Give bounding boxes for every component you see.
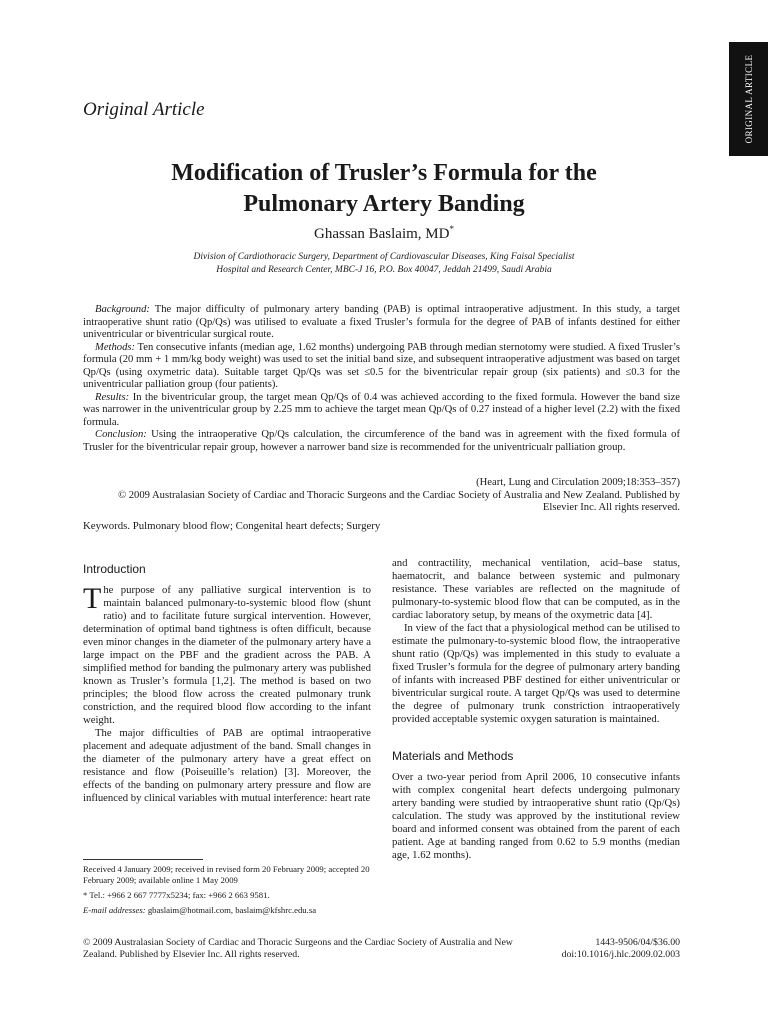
paragraph: The major difficulties of PAB are optimal intraoperative placement and adequate adjustment of the band. Small changes in the diameter of the pulmonary artery have a great effect on resistance and flow (Poiseuille’s relation) [3]. Moreover, the effects of the banding on pulmonary artery pressure and flow are influenced by clinical variables with mutual interference: heart rate xyxy=(83,727,371,804)
title-line: Modification of Trusler’s Formula for the xyxy=(171,160,597,186)
paragraph-text: he purpose of any palliative surgical intervention is to maintain balanced pulmonary-to-systemic blood flow (shunt ratio) and to facilitate future surgical intervention. However, determination of optimal band tightness is often difficult, because even minor changes in the diameter of the pulmonary artery have a large impact on the PBF and the gradient across the PAB. A simplified method for banding the pulmonary artery was published known as Trusler’s formula [1,2]. The method is based on two principles; the blood flow across the created pulmonary trunk constriction, and the required blood flow according to the infant weight. xyxy=(83,584,371,726)
footnotes xyxy=(83,864,373,920)
abstract-label: Results: xyxy=(95,391,130,403)
footer-identifiers xyxy=(520,937,680,961)
abstract-background xyxy=(83,304,680,342)
abstract-label: Conclusion: xyxy=(95,429,147,440)
affiliation xyxy=(0,251,768,277)
doi-link[interactable]: doi:10.1016/j.hlc.2009.02.003 xyxy=(561,949,680,960)
footnote-divider xyxy=(83,859,203,860)
affiliation-line: Division of Cardiothoracic Surgery, Department of Cardiovascular Diseases, King Faisal Specialist xyxy=(193,252,575,262)
keywords: Keywords. Pulmonary blood flow; Congenital heart defects; Surgery xyxy=(83,520,381,532)
citation-block xyxy=(83,477,680,515)
paragraph: In view of the fact that a physiological method can be utilised to estimate the pulmonary-to-systemic blood flow, the intraoperative shunt ratio (Qp/Qs) was implemented in this study to evaluate a fixed Trusler’s formula for the degree of pulmonary artery banding of infants with increased PBF destined for either univentricular or biventricular surgical route. A target Qp/Qs was used to determine the degree of pulmonary trunk constriction intraoperatively provided acceptable systemic oxygen saturation is maintained. xyxy=(392,622,680,725)
paragraph: and contractility, mechanical ventilation, acid–base status, haematocrit, and balance between systemic and pulmonary resistance. These variables are reflected on the magnitude of pulmonary-to-systemic blood flow that can be computed, as in the cardiac laboratory setup, by means of the oxymetric data [4]. xyxy=(392,557,680,621)
abstract-results xyxy=(83,392,680,430)
left-column xyxy=(83,559,371,805)
author xyxy=(0,224,768,243)
section-tab-label: ORIGINAL ARTICLE xyxy=(743,54,754,144)
copyright-notice: © 2009 Australasian Society of Cardiac and Thoracic Surgeons and the Cardiac Society of Australia and New Zealand. Published by Elsevier Inc. All rights reserved. xyxy=(118,489,680,513)
drop-cap: T xyxy=(83,582,102,615)
abstract xyxy=(83,304,680,454)
abstract-methods xyxy=(83,342,680,392)
footer-copyright: © 2009 Australasian Society of Cardiac and Thoracic Surgeons and the Cardiac Society of Australia and New Zealand. Published by Elsevier Inc. All rights reserved. xyxy=(83,937,513,960)
article-type: Original Article xyxy=(83,99,205,120)
abstract-label: Methods: xyxy=(95,341,136,353)
abstract-text: In the biventricular group, the target mean Qp/Qs of 0.4 was achieved according to the fixed formula. However the band size was narrower in the univentricular group by 2.25 mm to achieve the target mean Qp/Qs of 0.27 instead of a higher level (2.2) with the fixed formula. xyxy=(83,391,681,428)
title-line: Pulmonary Artery Banding xyxy=(243,191,525,217)
journal-citation: (Heart, Lung and Circulation 2009;18:353–357) xyxy=(476,477,680,488)
section-tab xyxy=(729,42,768,156)
contact-phone: * Tel.: +966 2 667 7777x5234; fax: +966 2 663 9581. xyxy=(83,890,270,900)
section-heading-introduction: Introduction xyxy=(83,562,146,576)
section-heading-methods: Materials and Methods xyxy=(392,749,514,763)
abstract-label: Background: xyxy=(95,304,150,315)
affiliation-line: Hospital and Research Center, MBC-J 16, P.O. Box 40047, Jeddah 21499, Saudi Arabia xyxy=(216,265,552,275)
paragraph xyxy=(83,584,371,727)
author-footnote-mark: * xyxy=(449,224,454,234)
issn: 1443-9506/04/$36.00 xyxy=(595,937,680,948)
abstract-text: Using the intraoperative Qp/Qs calculation, the circumference of the band was in agreement with the fixed formula of Trusler for the biventricular repair group, however a narrower band size is recommended for the univentricualr palliation group. xyxy=(83,429,680,453)
email-label: E-mail addresses: xyxy=(83,905,146,915)
email-link[interactable]: gbaslaim@hotmail.com, baslaim@kfshrc.edu.sa xyxy=(147,905,317,915)
abstract-conclusion xyxy=(83,429,680,454)
paper-title xyxy=(0,158,768,220)
abstract-text: Ten consecutive infants (median age, 1.62 months) undergoing PAB through median sternotomy were studied. A fixed Trusler’s formula (20 mm + 1 mm/kg body weight) was used to set the initial band size, and subsequent intraoperative adjustment was based on target Qp/Qs (using oxymetric data). Suitable target Qp/Qs was set ≤0.5 for the biventricular repair group (six patients) and ≤0.3 for the univentricular palliation group (four patients). xyxy=(83,341,680,390)
author-name: Ghassan Baslaim, MD xyxy=(314,226,450,242)
paragraph: Over a two-year period from April 2006, 10 consecutive infants with complex congenital heart defects undergoing pulmonary artery banding were studied by intraoperative shunt ratio (Qp/Qs) calculation. The study was approved by the institutional review board and informed consent was obtained from the parent of each patient. Age at banding ranged from 0.62 to 5.9 months (median age, 1.62 months). xyxy=(392,771,680,861)
right-column xyxy=(392,557,680,862)
received-dates: Received 4 January 2009; received in revised form 20 February 2009; accepted 20 February 2009; available online 1 May 2009 xyxy=(83,864,370,885)
abstract-text: The major difficulty of pulmonary artery banding (PAB) is optimal intraoperative adjustment. In this study, a target intraoperative shunt ratio (Qp/Qs) was utilised to evaluate a fixed Trusler’s formula for the degree of PAB of infants destined for either univentricular or biventricular surgical route. xyxy=(83,304,681,340)
contact-email xyxy=(83,905,373,916)
